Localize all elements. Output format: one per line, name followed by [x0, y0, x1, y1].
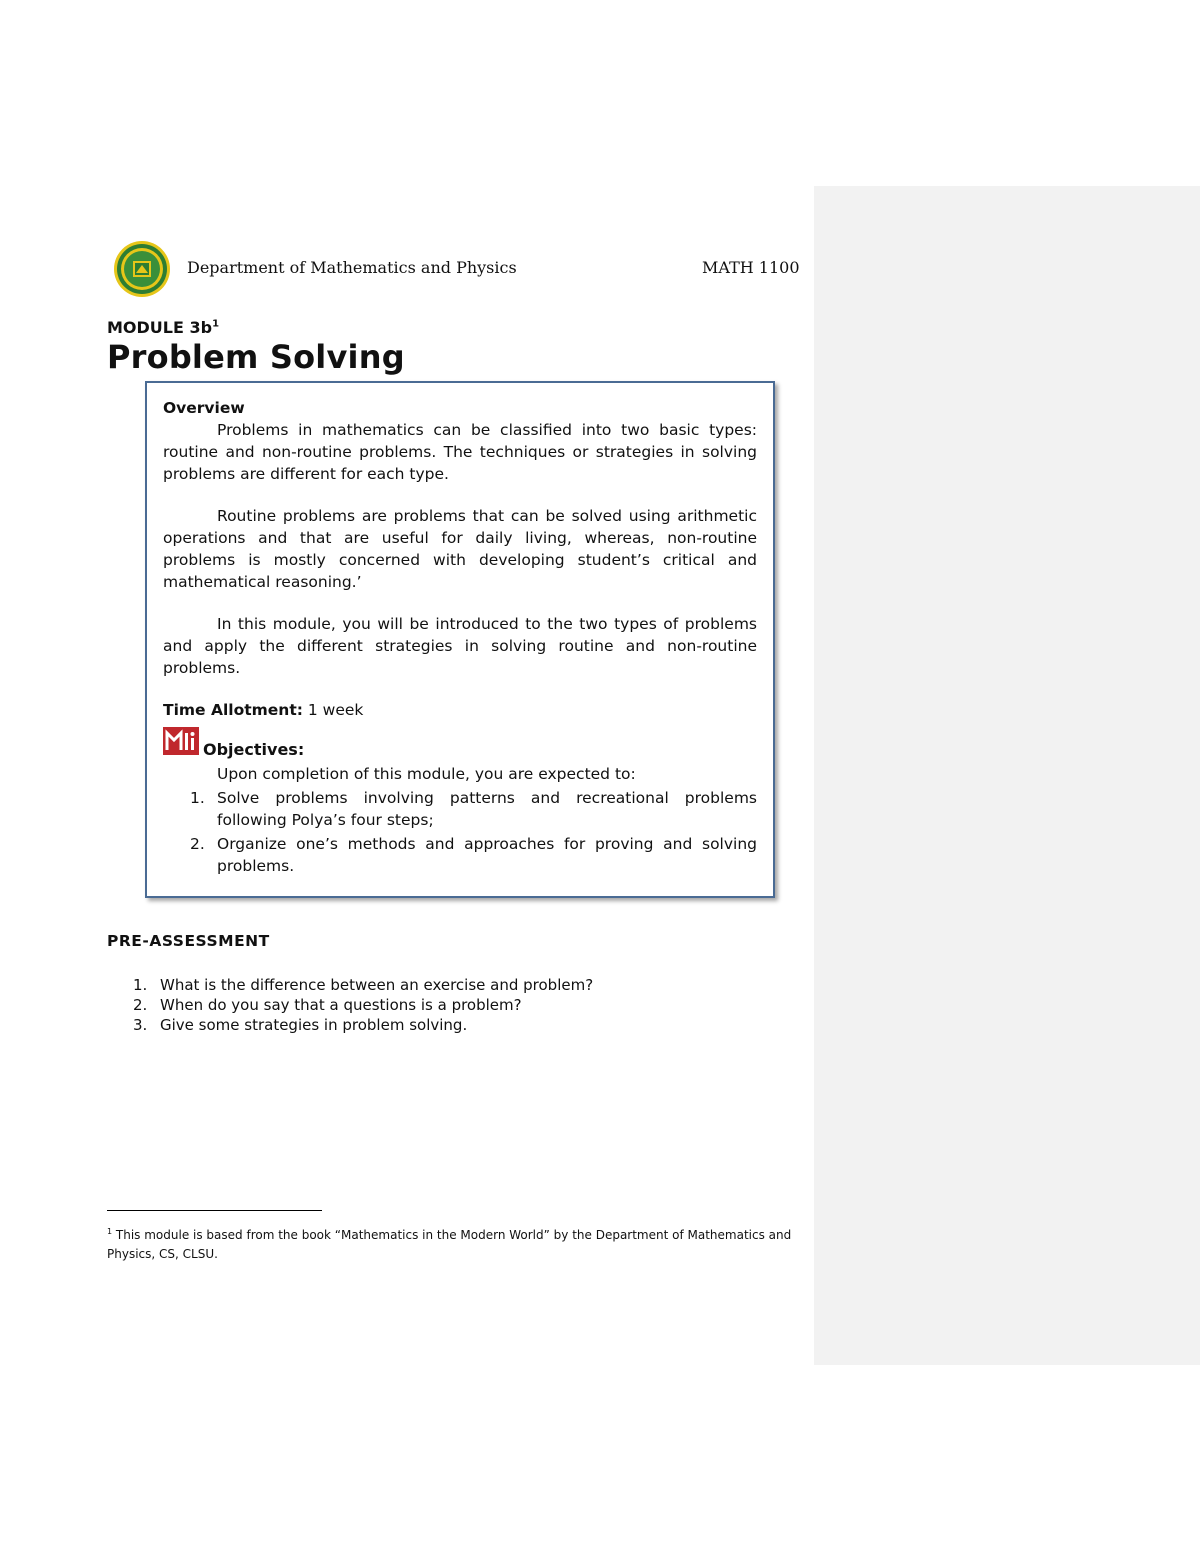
- time-allotment: [163, 699, 757, 721]
- module-label-text: MODULE 3b: [107, 318, 213, 337]
- pre-assessment-list: [133, 975, 593, 1035]
- list-item: [163, 833, 757, 877]
- overview-paragraph: In this module, you will be introduced to the two types of problems and apply the different strategies in solving routine and non-routine problems.: [163, 615, 757, 677]
- time-allotment-value: 1 week: [302, 701, 364, 719]
- footnote-separator: [107, 1210, 322, 1211]
- module-label: [107, 318, 219, 337]
- list-item: [133, 995, 593, 1015]
- objectives-heading-row: [163, 739, 757, 761]
- comment-pane: [814, 186, 1200, 1365]
- page-title: Problem Solving: [107, 338, 405, 376]
- footnote-text: This module is based from the book “Mathematics in the Modern World” by the Department of Mathematics and Physics, CS, CLSU.: [107, 1228, 792, 1261]
- list-item-text: When do you say that a questions is a problem?: [160, 996, 522, 1014]
- list-item: [133, 1015, 593, 1035]
- list-item-number: 2.: [190, 835, 205, 853]
- list-item-text: Give some strategies in problem solving.: [160, 1016, 468, 1034]
- footnote-marker: 1: [107, 1227, 113, 1236]
- objectives-list: [163, 787, 757, 877]
- list-item-text: Solve problems involving patterns and recreational problems following Polya’s four steps;: [217, 789, 757, 829]
- course-code: MATH 1100: [702, 258, 800, 277]
- footnote: [107, 1222, 807, 1264]
- time-allotment-label: Time Allotment:: [163, 701, 303, 719]
- overview-heading: Overview: [163, 399, 245, 417]
- department-name: Department of Mathematics and Physics: [187, 258, 517, 277]
- overview-paragraph: Routine problems are problems that can be solved using arithmetic operations and that are useful for daily living, whereas, non-routine problems is mostly concerned with developing student’s critical and mathematical reasoning.’: [163, 507, 757, 591]
- book-icon: [163, 727, 199, 755]
- list-item-number: 1.: [190, 789, 205, 807]
- list-item-text: What is the difference between an exercise and problem?: [160, 976, 594, 994]
- list-item-number: 1.: [133, 976, 148, 994]
- pre-assessment-heading: PRE-ASSESSMENT: [107, 932, 270, 950]
- list-item: [133, 975, 593, 995]
- university-seal-logo: [113, 240, 171, 298]
- overview-box: [145, 381, 775, 898]
- objectives-heading: Objectives:: [203, 740, 305, 759]
- objectives-intro: Upon completion of this module, you are expected to:: [217, 765, 636, 783]
- list-item-text: Organize one’s methods and approaches for proving and solving problems.: [217, 835, 757, 875]
- overview-paragraph: Problems in mathematics can be classified into two basic types: routine and non-routine problems. The techniques or strategies in solving problems are different for each type.: [163, 421, 757, 483]
- list-item-number: 2.: [133, 996, 148, 1014]
- footnote-marker: 1: [212, 318, 220, 330]
- list-item: [163, 787, 757, 831]
- list-item-number: 3.: [133, 1016, 148, 1034]
